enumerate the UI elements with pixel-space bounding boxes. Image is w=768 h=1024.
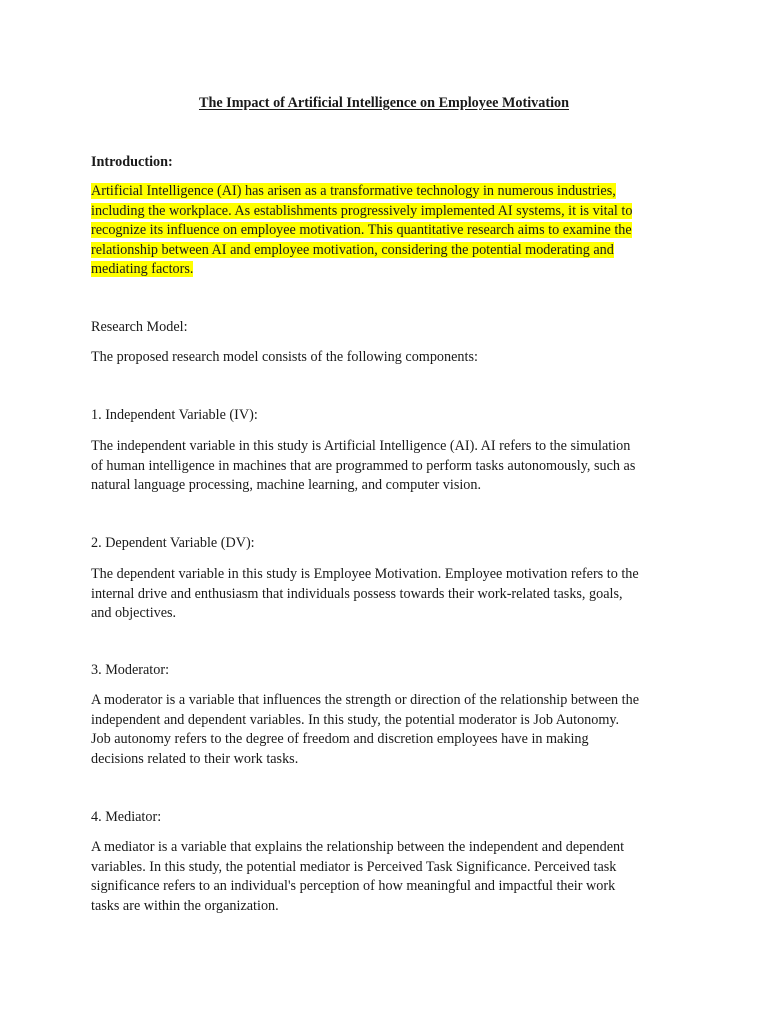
- dv-line: internal drive and enthusiasm that individuals possess towards their work-related tasks, goals,: [91, 585, 623, 602]
- moderator-line: A moderator is a variable that influences the strength or direction of the relationship between the: [91, 692, 640, 708]
- iv-heading: 1. Independent Variable (IV):: [91, 407, 258, 423]
- mediator-line: A mediator is a variable that explains the relationship between the independent and dependent: [91, 839, 625, 855]
- document-title: The Impact of Artificial Intelligence on Employee Motivation: [198, 95, 569, 111]
- moderator-line: independent and dependent variables. In this study, the potential moderator is Job Autonomy.: [91, 711, 620, 728]
- introduction-heading: Introduction:: [91, 154, 173, 170]
- mediator-line: significance refers to an individual's perception of how meaningful and impactful their work: [91, 878, 616, 894]
- dv-line: and objectives.: [91, 605, 177, 621]
- intro-line: [91, 182, 632, 202]
- intro-line: [91, 221, 632, 241]
- highlighted-text: mediating factors.: [91, 261, 194, 277]
- mediator-line: variables. In this study, the potential mediator is Perceived Task Significance. Perceived task: [91, 858, 617, 875]
- intro-line: [91, 241, 632, 261]
- moderator-line: decisions related to their work tasks.: [91, 750, 299, 767]
- highlighted-text: Artificial Intelligence (AI) has arisen as a transformative technology in numerous industries,: [91, 183, 616, 199]
- highlighted-text: including the workplace. As establishments progressively implemented AI systems, it is vital to: [91, 202, 633, 219]
- iv-line: of human intelligence in machines that are programmed to perform tasks autonomously, such as: [91, 457, 636, 474]
- moderator-heading: 3. Moderator:: [91, 662, 170, 678]
- intro-line: [91, 202, 632, 222]
- research-model-heading: Research Model:: [91, 319, 188, 335]
- dv-heading: 2. Dependent Variable (DV):: [91, 535, 255, 551]
- highlighted-text: recognize its influence on employee motivation. This quantitative research aims to examine the: [91, 222, 632, 238]
- iv-line: The independent variable in this study is Artificial Intelligence (AI). AI refers to the simulation: [91, 438, 631, 454]
- iv-line: natural language processing, machine learning, and computer vision.: [91, 477, 482, 493]
- research-model-text: The proposed research model consists of the following components:: [91, 349, 478, 365]
- mediator-paragraph: [91, 838, 624, 916]
- iv-paragraph: [91, 437, 635, 496]
- dv-paragraph: [91, 565, 639, 624]
- dv-line: The dependent variable in this study is Employee Motivation. Employee motivation refers to the: [91, 566, 639, 582]
- introduction-paragraph: [91, 182, 632, 280]
- moderator-line: Job autonomy refers to the degree of freedom and discretion employees have in making: [91, 731, 589, 747]
- intro-line: [91, 260, 632, 280]
- highlighted-text: relationship between AI and employee motivation, considering the potential moderating and: [91, 241, 614, 258]
- moderator-paragraph: [91, 691, 639, 769]
- mediator-heading: 4. Mediator:: [91, 809, 162, 825]
- mediator-line: tasks are within the organization.: [91, 897, 279, 914]
